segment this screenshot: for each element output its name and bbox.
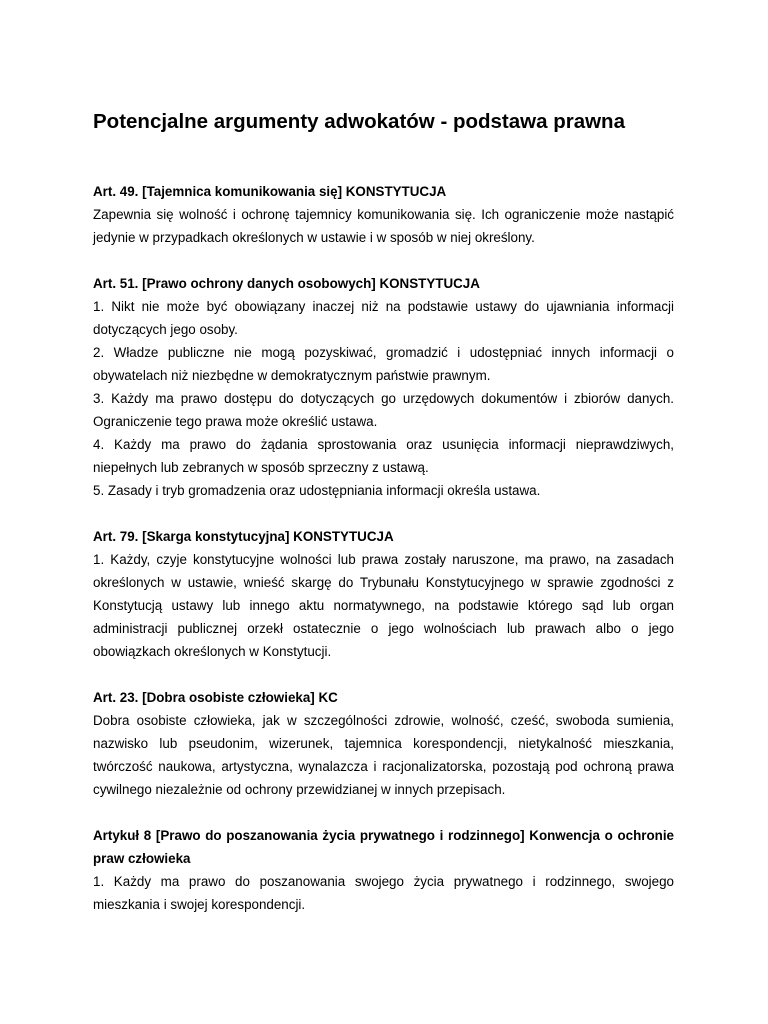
document-page: [93, 108, 674, 939]
article-paragraph: 1. Każdy ma prawo do poszanowania swojego życia prywatnego i rodzinnego, swojego mieszkania i swojej korespondencji.: [93, 874, 674, 912]
document-title: Potencjalne argumenty adwokatów - podstawa prawna: [93, 110, 625, 133]
article-paragraph: Dobra osobiste człowieka, jak w szczególności zdrowie, wolność, cześć, swoboda sumienia, nazwisko lub pseudonim, wizerunek, tajemnica korespondencji, nietykalność mieszkania, twórczość naukowa, artystyczna, wynalazcza i racjonalizatorska, pozostają pod ochroną prawa cywilnego niezależnie od ochrony przewidzianej w innych przepisach.: [93, 713, 674, 797]
article-paragraph: 1. Nikt nie może być obowiązany inaczej niż na podstawie ustawy do ujawniania informacji dotyczących jego osoby.: [93, 299, 674, 337]
article-paragraph: 5. Zasady i tryb gromadzenia oraz udostępniania informacji określa ustawa.: [93, 483, 541, 498]
article-heading: Art. 51. [Prawo ochrony danych osobowych] KONSTYTUCJA: [93, 276, 480, 291]
article-heading: Art. 79. [Skarga konstytucyjna] KONSTYTUCJA: [93, 529, 394, 544]
article-paragraph: 1. Każdy, czyje konstytucyjne wolności lub prawa zostały naruszone, ma prawo, na zasadach określonych w ustawie, wnieść skargę do Trybunału Konstytucyjnego w sprawie zgodności z Konstytucją ustawy lub innego aktu normatywnego, na podstawie którego sąd lub organ administracji publicznej orzekł ostatecznie o jego wolnościach lub prawach albo o jego obowiązkach określonych w Konstytucji.: [93, 552, 674, 659]
article-artykul-8: [93, 824, 674, 916]
article-heading: Artykuł 8 [Prawo do poszanowania życia prywatnego i rodzinnego] Konwencja o ochronie praw człowieka: [93, 828, 674, 866]
article-art-51: [93, 272, 674, 502]
article-art-49: [93, 180, 674, 249]
article-paragraph: 2. Władze publiczne nie mogą pozyskiwać, gromadzić i udostępniać innych informacji o obywatelach niż niezbędne w demokratycznym państwie prawnym.: [93, 345, 674, 383]
article-paragraph: 3. Każdy ma prawo dostępu do dotyczących go urzędowych dokumentów i zbiorów danych. Ograniczenie tego prawa może określić ustawa.: [93, 391, 674, 429]
article-heading: Art. 23. [Dobra osobiste człowieka] KC: [93, 690, 338, 705]
article-art-79: [93, 525, 674, 663]
article-paragraph: 4. Każdy ma prawo do żądania sprostowania oraz usunięcia informacji nieprawdziwych, niepełnych lub zebranych w sposób sprzeczny z ustawą.: [93, 437, 674, 475]
article-paragraph: Zapewnia się wolność i ochronę tajemnicy komunikowania się. Ich ograniczenie może nastąpić jedynie w przypadkach określonych w ustawie i w sposób w niej określony.: [93, 207, 674, 245]
article-heading: Art. 49. [Tajemnica komunikowania się] KONSTYTUCJA: [93, 184, 447, 199]
article-art-23: [93, 686, 674, 801]
